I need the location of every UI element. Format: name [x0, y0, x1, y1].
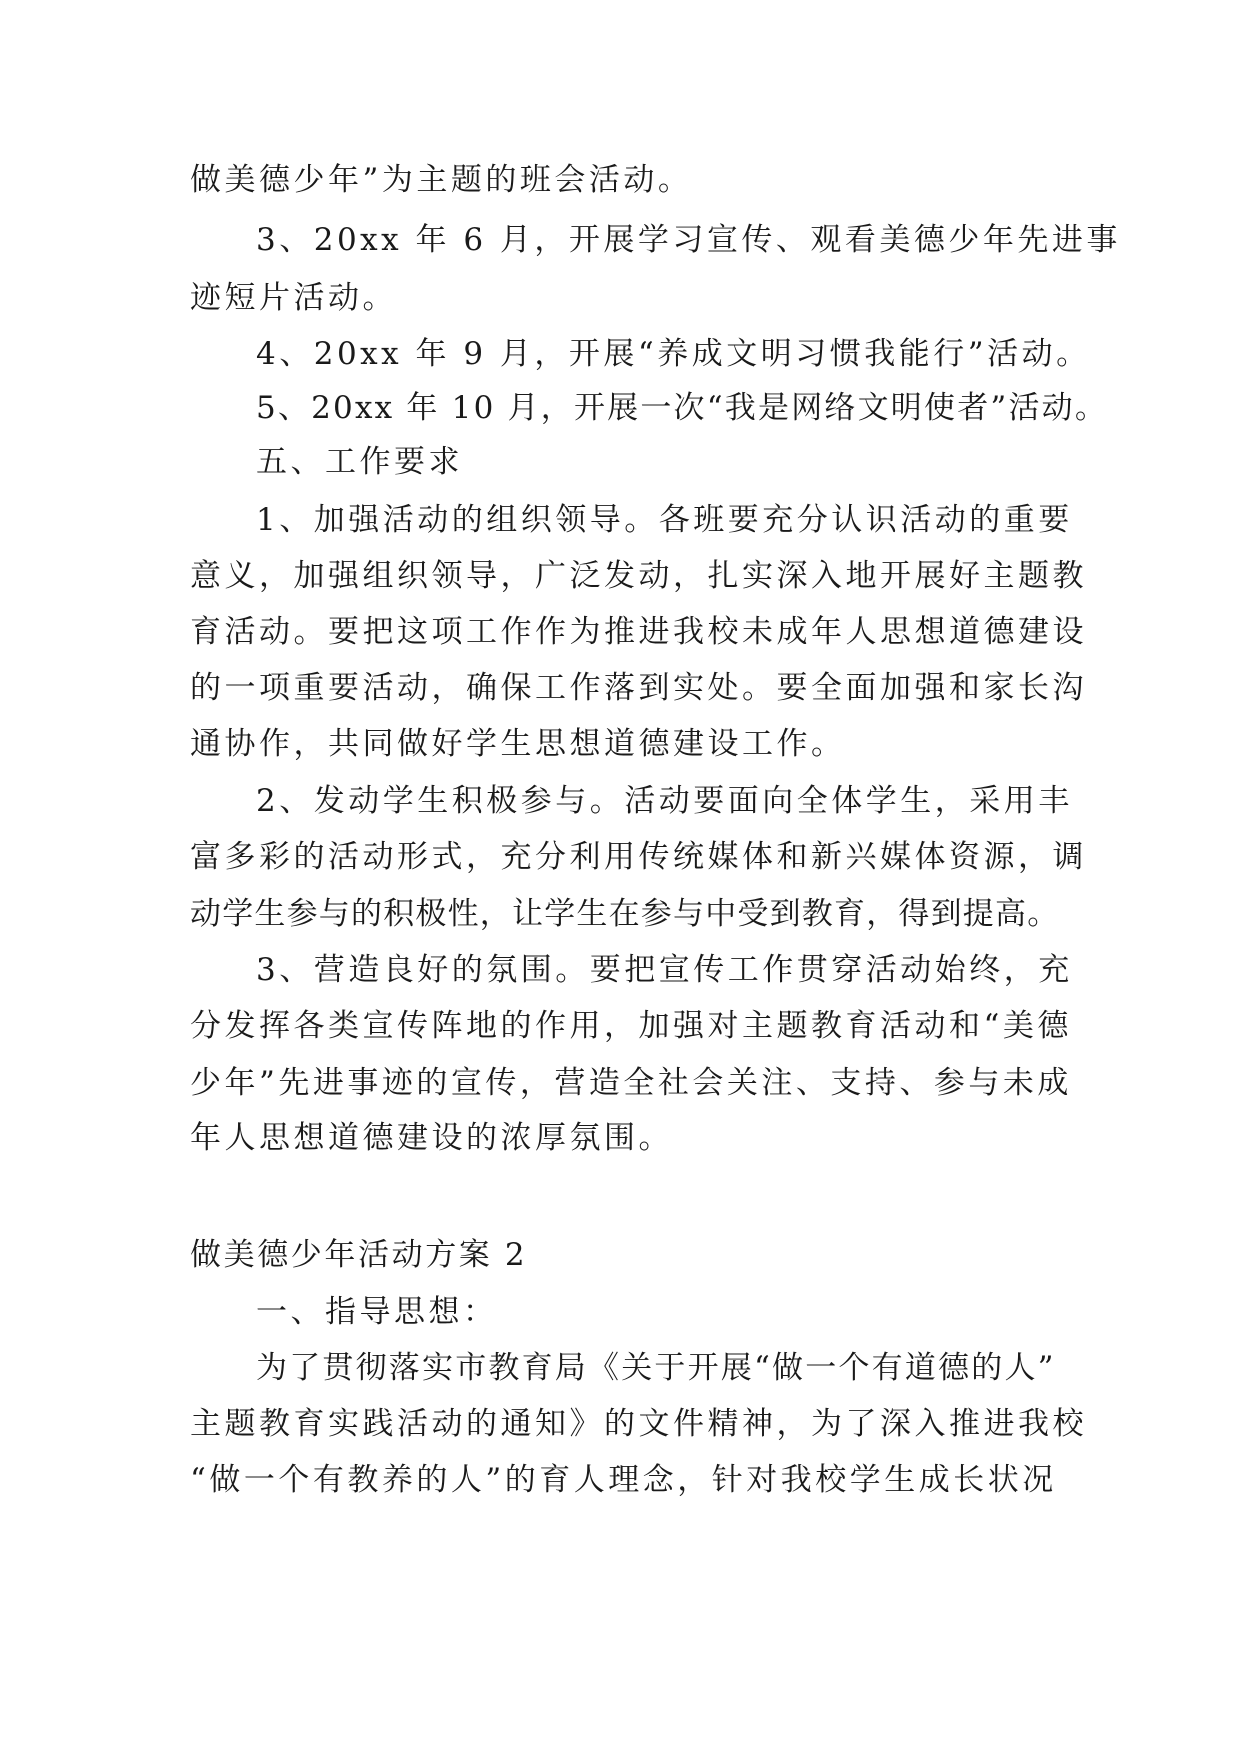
paragraph-line: 动学生参与的积极性，让学生在参与中受到教育，得到提高。	[190, 896, 1060, 932]
paragraph-line: 分发挥各类宣传阵地的作用，加强对主题教育活动和“美德	[190, 1008, 1072, 1044]
document-title: 做美德少年活动方案 2	[190, 1237, 528, 1273]
paragraph-line: 3、营造良好的氛围。要把宣传工作贯穿活动始终，充	[256, 952, 1073, 988]
paragraph-line: 为了贯彻落实市教育局《关于开展“做一个有道德的人”	[256, 1350, 1056, 1386]
paragraph-line: 的一项重要活动，确保工作落到实处。要全面加强和家长沟	[190, 670, 1087, 706]
paragraph-line: 通协作，共同做好学生思想道德建设工作。	[190, 726, 846, 762]
paragraph-line: 1、加强活动的组织领导。各班要充分认识活动的重要	[256, 502, 1073, 538]
paragraph-line: 育活动。要把这项工作作为推进我校未成年人思想道德建设	[190, 614, 1087, 650]
paragraph-line: “做一个有教养的人”的育人理念，针对我校学生成长状况	[190, 1462, 1057, 1498]
paragraph-line: 意义，加强组织领导，广泛发动，扎实深入地开展好主题教	[190, 558, 1087, 594]
paragraph-line: 3、20xx 年 6 月，开展学习宣传、观看美德少年先进事	[256, 222, 1121, 258]
section-heading: 一、指导思想：	[256, 1294, 498, 1330]
paragraph-line: 做美德少年”为主题的班会活动。	[190, 162, 693, 198]
paragraph-line: 主题教育实践活动的通知》的文件精神，为了深入推进我校	[190, 1406, 1087, 1442]
paragraph-line: 年人思想道德建设的浓厚氛围。	[190, 1120, 673, 1156]
paragraph-line: 2、发动学生积极参与。活动要面向全体学生，采用丰	[256, 783, 1073, 819]
section-heading: 五、工作要求	[256, 444, 463, 480]
paragraph-line: 迹短片活动。	[190, 280, 397, 316]
paragraph-line: 4、20xx 年 9 月，开展“养成文明习惯我能行”活动。	[256, 336, 1091, 372]
paragraph-line: 富多彩的活动形式，充分利用传统媒体和新兴媒体资源，调	[190, 839, 1087, 875]
paragraph-line: 少年”先进事迹的宣传，营造全社会关注、支持、参与未成	[190, 1065, 1072, 1101]
paragraph-line: 5、20xx 年 10 月，开展一次“我是网络文明使者”活动。	[256, 390, 1109, 426]
